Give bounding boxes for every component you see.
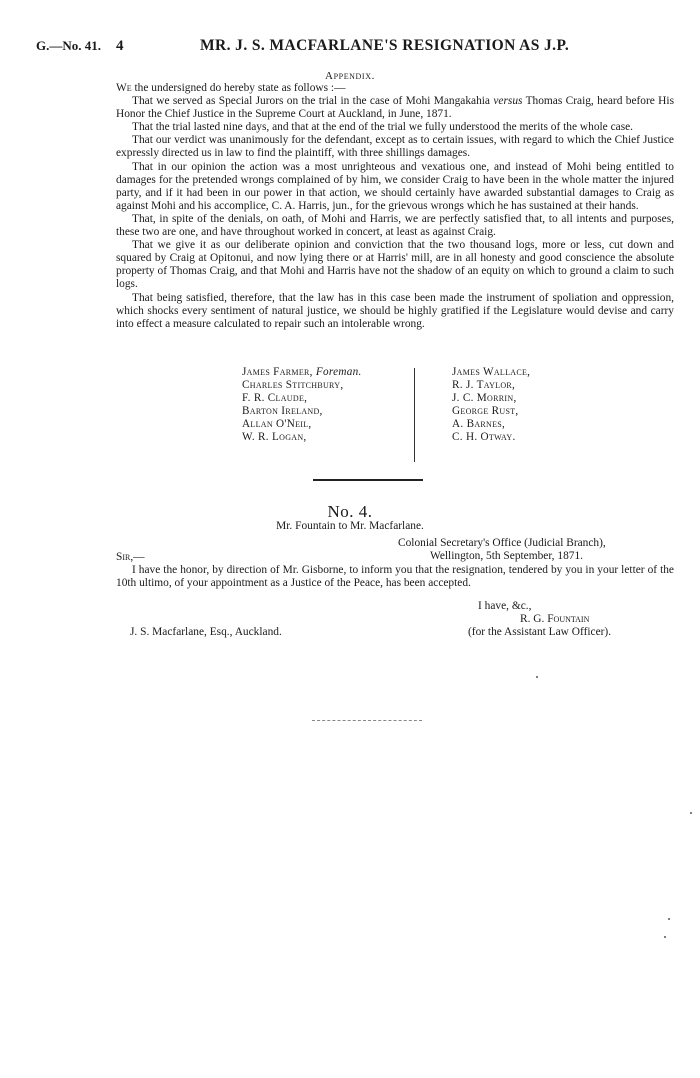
signatory: Charles Stitchbury, [242, 379, 344, 391]
intro-rest: the undersigned do hereby state as follows :— [131, 82, 346, 94]
scan-speck [536, 676, 538, 678]
signatory: F. R. Claude, [242, 392, 308, 404]
statement-paragraph-7: That being satisfied, therefore, that the law has in this case been made the instrument of spoliation and oppression, which shocks every sentiment of natural justice, we should be highly gratified if the Legislature would devise and carry into effect a measure calculated to repair such an intolerable wrong. [116, 291, 674, 330]
signatures-left-column [242, 366, 422, 444]
statement-paragraph-1 [116, 95, 674, 121]
letter-correspondents: Mr. Fountain to Mr. Macfarlane. [276, 520, 424, 532]
end-separator [312, 720, 422, 721]
section-separator [313, 479, 423, 481]
signatory: George Rust, [452, 405, 519, 417]
signatory-name: James Farmer, [242, 366, 316, 378]
scan-speck [664, 936, 666, 938]
document-reference: G.—No. 41. [36, 38, 101, 53]
signatory [242, 366, 422, 379]
paragraph-1-part-b: Thomas Craig, heard before His Honor the Chief Justice in the Supreme Court at Auckland, in June, 1871. [116, 95, 675, 121]
statement-paragraph-6: That we give it as our deliberate opinion and conviction that the two thousand logs, more or less, cut down and squared by Craig at Opitonui, and now lying there or at Harris' mill, are in all honesty and good conscience the absolute property of Thomas Craig, and that Mohi and Harris have not the shadow of an equity on which to ground a claim to such logs. [116, 239, 674, 291]
appendix-heading: Appendix. [325, 70, 375, 82]
letter-closing: I have, &c., [478, 600, 532, 612]
letter-salutation: Sir,— [116, 551, 145, 563]
page-number: 4 [116, 38, 124, 54]
statement-paragraph-5: That, in spite of the denials, on oath, of Mohi and Harris, we are perfectly satisfied that, to all intents and purposes, these two are one, and have throughout worked in concert, at least as against Craig. [116, 212, 674, 239]
signatory: Barton Ireland, [242, 405, 323, 417]
versus-word: versus [493, 95, 523, 108]
paragraph-1-part-a: That we served as Special Jurors on the trial in the case of Mohi Mangakahia [132, 95, 494, 108]
letter-signer-role: (for the Assistant Law Officer). [468, 626, 612, 638]
intro-lead-word: We [116, 82, 132, 94]
letter-place-date: Wellington, 5th September, 1871. [430, 550, 584, 562]
statement-paragraph-4: That in our opinion the action was a most unrighteous and vexatious one, and instead of Mohi being entitled to damages for the pretended wrongs complained of by him, we consider Craig to have been in the whole matter the injured party, and if it had been in our power in that action, we should certainly have awarded substantial damages to Craig as against Mohi and his accomplice, C. A. Harris, jun., for the grievous wrongs which he has sustained at their hands. [116, 160, 674, 212]
statement-intro [116, 82, 674, 95]
letter-signer: R. G. Fountain [520, 613, 590, 625]
signatory: R. J. Taylor, [452, 379, 516, 391]
signatures-right-column [452, 366, 632, 444]
appendix-statement [116, 82, 674, 331]
page-title: MR. J. S. MACFARLANE'S RESIGNATION AS J.P. [200, 37, 570, 54]
signature-divider [414, 368, 415, 462]
letter-body: I have the honor, by direction of Mr. Gisborne, to inform you that the resignation, tendered by you in your letter of the 10th ultimo, of your appointment as a Justice of the Peace, has been accepted. [116, 564, 674, 590]
statement-paragraph-2: That the trial lasted nine days, and that at the end of the trial we fully understood the merits of the whole case. [132, 121, 634, 134]
signatory-role: Foreman. [315, 366, 362, 378]
signatory: Allan O'Neil, [242, 418, 312, 430]
signatory: W. R. Logan, [242, 431, 307, 443]
juror-signatures [242, 366, 682, 446]
scan-speck [690, 812, 692, 814]
signatory: James Wallace, [452, 366, 531, 378]
letter-office: Colonial Secretary's Office (Judicial Branch), [398, 537, 606, 549]
statement-paragraph-3: That our verdict was unanimously for the defendant, except as to certain issues, with regard to which the Chief Justice expressly directed us in law to find the plaintiff, with three shillings damages. [116, 134, 674, 160]
scan-speck [668, 918, 670, 920]
letter-number: No. 4. [327, 502, 373, 521]
letter-addressee: J. S. Macfarlane, Esq., Auckland. [130, 626, 282, 638]
signatory: A. Barnes, [452, 418, 506, 430]
signatory: J. C. Morrin, [452, 392, 517, 404]
signatory: C. H. Otway. [452, 431, 516, 443]
page-header [0, 38, 700, 60]
